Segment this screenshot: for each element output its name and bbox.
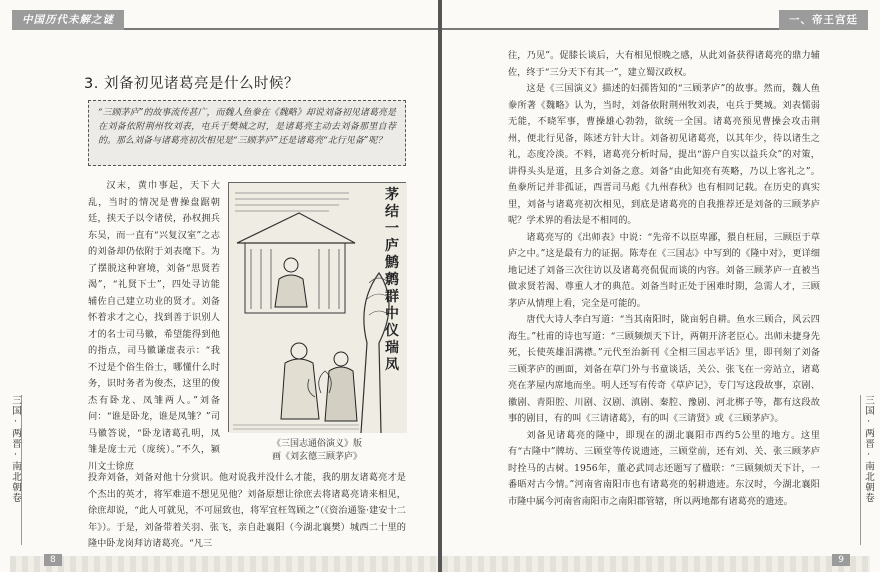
woodcut-drawing [229,183,407,433]
illustration-inscription: 茅结一庐鹪鹩群中仪瑞凤 [385,187,399,373]
book-title-tag: 中国历代未解之谜 [12,10,124,30]
body-paragraph: 诸葛亮写的《出师表》中说：“先帝不以臣卑鄙，猥自枉屈，三顾臣于草庐之中。”这是最有力的证据。陈寿在《三国志》中写到的《隆中对》，更详细地记述了刘备三次往访以及诸葛亮侃侃而谈的内容。刘备三顾茅庐一直被当做求贤若渴、尊重人才的典范。刘备当时正处于困难时期，急需人才，三顾茅庐从情理上看，完全是可能的。 [508,231,820,309]
right-body-column [508,48,820,548]
caption-line-2: 画《刘玄德三顾茅庐》 [271,452,362,462]
body-paragraph: 汉末，黄巾事起，天下大乱，当时的情况是曹操盘踞朝廷，挟天子以令诸侯，孙权拥兵东吴，而一直有“兴复汉室”之志的刘备却仍依附于刘表麾下。为了摆脱这种窘境，刘备“思贤若渴”，“礼贤下士”，四处寻访能辅佐自己建立功业的贤才。刘备怀着求才之心，找到善于识别人才的名士司马徽，希望能得到他的指点，司马徽谦虚表示：“我不过是个俗生俗士，哪懂什么时务，识时务者为俊杰，这里的俊杰有卧龙、凤雏两人。”刘备问：“谁是卧龙，谁是凤雏？”司马徽答说，“卧龙诸葛孔明，凤雏是庞士元（庞统）。”不久，颍川文士徐庶 [88,180,220,472]
body-paragraph: 刘备见诸葛亮的隆中，即现在的湖北襄阳市西约5公里的地方。这里有“古隆中”牌坊、三顾堂等传说遗迹，三顾堂前，还有刘、关、张三顾茅庐时拴马的古树。1956年，董必武同志还题写了楹联：“三顾频烦天下计，一番晤对古今情。”河南省南阳市也有诸葛亮的躬耕遗迹。东汉时，今湖北襄阳市隆中属今河南省南阳市之南阳郡管辖，所以两地都有诸葛亮的遗迹。 [508,429,820,507]
page-number: 9 [832,554,850,566]
summary-box: “三顾茅庐”的故事流传甚广，而魏人鱼豢在《魏略》却说刘备初见诸葛亮是在刘备依附荆州牧刘表，屯兵于樊城之时，是诸葛亮主动去刘备那里自荐的。那么刘备与诸葛亮初次相见是“三顾茅庐”还是诸葛亮“北行见备”呢？ [88,100,406,166]
chapter-tag: 一、帝王宫廷 [779,10,868,30]
volume-side-tab: 三国·两晋·南北朝卷 [860,395,874,545]
right-header-band [442,10,868,30]
woodcut-illustration [228,182,406,432]
body-paragraph-continued: 投奔刘备，刘备对他十分赏识。他对说我并没什么才能，我的朋友诸葛亮才是个杰出的英才，将军难道不想见见他？刘备原想让徐庶去将诸葛亮请来相见，徐庶却说，“此人可就见，不可屈致也，将军宜枉驾顾之”（《资治通鉴·建安十二年》）。于是，刘备带着关羽、张飞，亲自赴襄阳（今湖北襄樊）城西二十里的隆中卧龙岗拜访诸葛亮。“凡三 [88,472,406,549]
page-number: 8 [44,554,62,566]
left-page [0,0,438,572]
body-paragraph: 这是《三国演义》描述的妇孺皆知的“三顾茅庐”的故事。然而，魏人鱼豢所著《魏略》认为，当时，刘备依附荆州牧刘表，屯兵于樊城。刘表懦弱无能，不晓军事，曹操雄心勃勃，欲统一全国。诸葛亮预见曹操会攻击荆州，便北行见备，陈述方针大计。刘备初见诸葛亮，以其年少，待以诸生之礼，态度冷淡。不料，诸葛亮分析时局，提出“游户自实以益兵众”的对策，讲得头头是道，且多合刘备之意。刘备“由此知亮有英略，乃以上客礼之”。鱼豢所记并非孤证，西晋司马彪《九州春秋》也有相同记载。在历史的真实里，刘备与诸葛亮初次相见，到底是诸葛亮的自我推荐还是刘备的三顾茅庐呢？学术界的看法是不相同的。 [508,83,820,226]
volume-side-tab: 三国·两晋·南北朝卷 [8,395,22,545]
left-body-column [88,178,220,472]
right-page [442,0,880,572]
illustration-caption [228,438,406,464]
body-paragraph: 唐代大诗人李白写道：“当其南阳时，陇亩躬自耕。鱼水三顾合，风云四海生。”杜甫的诗也写道：“三顾频烦天下计，两朝开济老臣心。出师未捷身先死，长使英雄泪满襟。”元代至治新刊《全相三国志平话》里，即刊刻了刘备三顾茅庐的画面，刘备在草门外与书童谈话，关公、张飞在一旁站立，诸葛亮在茅屋内席地而坐。明人还写有传奇《草庐记》，专门写这段故事，京剧、徽剧、青阳腔、川剧、汉剧、滇剧、秦腔、豫剧、河北梆子等，都有这段故事的剧目，有的叫《三请诸葛》，有的叫《三请贤》或《三顾茅庐》。 [508,314,820,424]
caption-line-1: 《三国志通俗演义》版 [271,439,362,449]
footer-decoration [10,556,438,572]
left-header-band [12,10,438,30]
section-title: 3. 刘备初见诸葛亮是什么时候？ [84,76,299,92]
left-body-bottom [88,470,406,562]
body-paragraph: 往，乃见”。促膝长谈后，大有相见恨晚之感，从此刘备获得诸葛亮的鼎力辅佐，终于“三分天下有其一”，建立蜀汉政权。 [508,50,820,78]
footer-decoration [442,556,870,572]
